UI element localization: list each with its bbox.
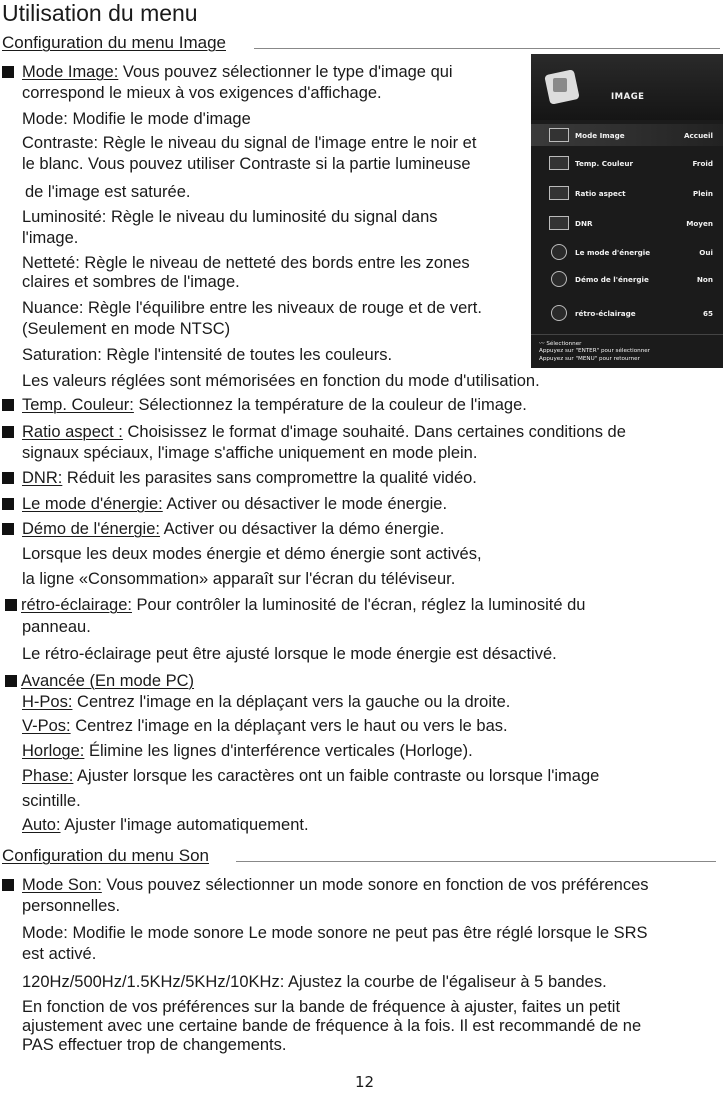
osd-item-ratio-aspect: Ratio aspect Plein xyxy=(531,182,723,204)
text-line: claires et sombres de l'image. xyxy=(22,273,240,291)
item-energy-demo: Démo de l'énergie: Activer ou désactiver la démo énergie. xyxy=(2,520,444,539)
bullet-square-icon xyxy=(2,498,14,510)
bullet-square-icon xyxy=(2,399,14,411)
osd-footer-menu: Appuyez sur "MENU" pour retourner xyxy=(539,356,640,362)
bullet-square-icon xyxy=(2,523,14,535)
item-dnr: DNR: Réduit les parasites sans compromettre la qualité vidéo. xyxy=(2,469,477,488)
text-line: de l'image est saturée. xyxy=(25,183,191,201)
text-line: Mode: Modifie le mode sonore Le mode sonore ne peut pas être réglé lorsque le SRS xyxy=(22,924,648,942)
osd-item-temp-couleur: Temp. Couleur Froid xyxy=(531,152,723,174)
item-mode-image: Mode Image: Vous pouvez sélectionner le type d'image qui xyxy=(2,63,453,82)
osd-footer-select: 〰 Sélectionner xyxy=(539,341,582,347)
osd-item-backlight: rétro-éclairage 65 xyxy=(531,302,723,324)
section-heading-sound: Configuration du menu Son xyxy=(2,846,209,865)
energy-demo-icon xyxy=(551,271,567,287)
bullet-square-icon xyxy=(2,472,14,484)
section-divider xyxy=(236,861,716,862)
text-line: Le rétro-éclairage peut être ajusté lorsque le mode énergie est désactivé. xyxy=(22,645,557,663)
text-line: Luminosité: Règle le niveau du luminosité du signal dans xyxy=(22,208,438,226)
picture-mode-icon xyxy=(549,128,569,142)
text-line: Nuance: Règle l'équilibre entre les niveaux de rouge et de vert. xyxy=(22,299,482,317)
item-backlight: rétro-éclairage: Pour contrôler la luminosité de l'écran, réglez la luminosité du xyxy=(5,596,585,615)
osd-header xyxy=(531,54,723,120)
osd-item-mode-image: Mode Image Accueil xyxy=(531,124,723,146)
text-line: Lorsque les deux modes énergie et démo énergie sont activés, xyxy=(22,545,482,563)
item-clock: Horloge: Élimine les lignes d'interférence verticales (Horloge). xyxy=(22,742,473,760)
osd-item-energy-mode: Le mode d'énergie Oui xyxy=(531,241,723,263)
text-line: (Seulement en mode NTSC) xyxy=(22,320,231,338)
text-line: 120Hz/500Hz/1.5KHz/5KHz/10KHz: Ajustez la courbe de l'égaliseur à 5 bandes. xyxy=(22,973,607,991)
text-line: PAS effectuer trop de changements. xyxy=(22,1036,287,1054)
osd-footer xyxy=(531,334,723,368)
bullet-square-icon xyxy=(2,426,14,438)
text-line: panneau. xyxy=(22,618,91,636)
osd-menu-image xyxy=(531,54,723,368)
osd-footer-enter: Appuyez sur "ENTER" pour sélectionner xyxy=(539,348,650,354)
text-line: Saturation: Règle l'intensité de toutes les couleurs. xyxy=(22,346,393,364)
item-phase: Phase: Ajuster lorsque les caractères ont un faible contraste ou lorsque l'image xyxy=(22,767,600,785)
aspect-ratio-icon xyxy=(549,186,569,200)
backlight-bulb-icon xyxy=(551,305,567,321)
text-line: la ligne «Consommation» apparaît sur l'écran du téléviseur. xyxy=(22,570,456,588)
item-advanced: Avancée (En mode PC) xyxy=(5,672,194,691)
text-line: Mode: Modifie le mode d'image xyxy=(22,110,251,128)
text-line: ajustement avec une certaine bande de fréquence à la fois. Il est recommandé de ne xyxy=(22,1017,642,1035)
bullet-square-icon xyxy=(5,599,17,611)
text-line: Contraste: Règle le niveau du signal de l'image entre le noir et xyxy=(22,134,477,152)
noise-reduction-icon xyxy=(549,216,569,230)
item-vpos: V-Pos: Centrez l'image en la déplaçant vers le haut ou vers le bas. xyxy=(22,717,508,735)
osd-title: IMAGE xyxy=(611,92,645,102)
text-line: le blanc. Vous pouvez utiliser Contraste si la partie lumineuse xyxy=(22,155,471,173)
energy-icon xyxy=(551,244,567,260)
section-heading-image: Configuration du menu Image xyxy=(2,33,226,52)
text-line: Netteté: Règle le niveau de netteté des bords entre les zones xyxy=(22,254,470,272)
color-temp-icon xyxy=(549,156,569,170)
text-line: signaux spéciaux, l'image s'affiche uniquement en mode plein. xyxy=(22,444,478,462)
item-auto: Auto: Ajuster l'image automatiquement. xyxy=(22,816,309,834)
text-line: En fonction de vos préférences sur la bande de fréquence à ajuster, faites un petit xyxy=(22,998,621,1016)
osd-item-dnr: DNR Moyen xyxy=(531,212,723,234)
text-line: est activé. xyxy=(22,945,97,963)
navigate-arrows-icon: 〰 xyxy=(539,341,547,347)
page-number: 12 xyxy=(355,1073,375,1091)
text-line: scintille. xyxy=(22,792,81,810)
bullet-square-icon xyxy=(2,879,14,891)
text-line: correspond le mieux à vos exigences d'affichage. xyxy=(22,84,382,102)
text-line: Les valeurs réglées sont mémorisées en fonction du mode d'utilisation. xyxy=(22,372,540,390)
page-title: Utilisation du menu xyxy=(2,0,198,26)
bullet-square-icon xyxy=(5,675,17,687)
item-energy-mode: Le mode d'énergie: Activer ou désactiver le mode énergie. xyxy=(2,495,447,514)
bullet-square-icon xyxy=(2,66,14,78)
picture-settings-inner-icon xyxy=(553,78,567,92)
item-temp-couleur: Temp. Couleur: Sélectionnez la température de la couleur de l'image. xyxy=(2,396,527,415)
section-divider xyxy=(254,48,720,49)
text-line: l'image. xyxy=(22,229,79,247)
osd-item-energy-demo: Démo de l'énergie Non xyxy=(531,268,723,290)
text-line: personnelles. xyxy=(22,897,121,915)
item-hpos: H-Pos: Centrez l'image en la déplaçant vers la gauche ou la droite. xyxy=(22,693,511,711)
item-mode-son: Mode Son: Vous pouvez sélectionner un mode sonore en fonction de vos préférences xyxy=(2,876,649,895)
item-ratio-aspect: Ratio aspect : Choisissez le format d'image souhaité. Dans certaines conditions de xyxy=(2,423,626,442)
